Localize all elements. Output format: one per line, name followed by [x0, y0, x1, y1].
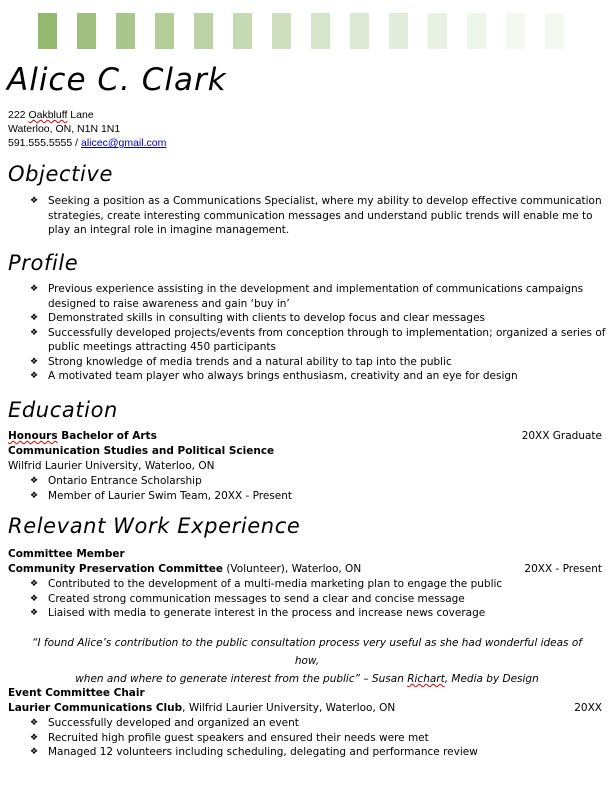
quote-line-1: “I found Alice’s contribution to the public consultation process very useful as she had wonderful ideas of how, — [32, 637, 582, 667]
bullet-icon: ❖ — [30, 732, 39, 743]
school-name: Wilfrid Laurier University, Waterloo, ON — [8, 460, 215, 472]
job-title: Event Committee Chair — [8, 687, 145, 699]
address-street: 222 Oakbluff Lane — [8, 109, 94, 121]
education-heading: Education — [8, 398, 118, 422]
degree-row — [8, 429, 602, 444]
bullet-icon: ❖ — [30, 313, 39, 323]
bullet-icon: ❖ — [30, 371, 39, 381]
list-item: ❖ Ontario Entrance Scholarship — [30, 475, 202, 487]
list-item: ❖ Demonstrated skills in consulting with clients to develop focus and clear messages — [30, 312, 486, 324]
bullet-icon: ❖ — [30, 356, 39, 367]
bullet-icon: ❖ — [30, 747, 39, 757]
gradient-square — [233, 13, 252, 49]
bullet-icon: ❖ — [30, 327, 39, 338]
objective-list — [30, 194, 606, 238]
phone-number: 591.555.5555 — [8, 137, 73, 149]
gradient-square — [38, 13, 57, 49]
job-date: 20XX — [574, 702, 602, 714]
applicant-name: Alice C. Clark — [7, 62, 227, 98]
job-org: Community Preservation Committee — [8, 563, 223, 575]
job-org-detail: (Volunteer), Waterloo, ON — [223, 563, 362, 575]
bullet-icon: ❖ — [30, 196, 39, 206]
bullet-icon: ❖ — [30, 490, 39, 501]
degree-major: Communication Studies and Political Science — [8, 445, 275, 457]
gradient-square — [467, 13, 486, 49]
gradient-square — [311, 13, 330, 49]
contact-block — [8, 108, 166, 150]
degree-name: Bachelor of Arts — [61, 430, 157, 442]
gradient-square — [428, 13, 447, 49]
list-item: ❖ Successfully developed projects/events from conception through to implementation; organized a series of public meetings attracting 450 participants — [30, 326, 606, 353]
bullet-icon: ❖ — [30, 284, 39, 294]
gradient-square — [77, 13, 96, 49]
list-item: ❖ Previous experience assisting in the development and implementation of communications campaigns designed to raise awareness and gain ‘buy in’ — [30, 283, 584, 310]
gradient-square — [506, 13, 525, 49]
job-org-row — [8, 701, 602, 716]
quote-line-2: when and where to generate interest from the public” – Susan Richart, Media by Design — [75, 673, 539, 685]
bullet-icon: ❖ — [30, 593, 39, 604]
list-item: ❖ Member of Laurier Swim Team, 20XX - Present — [30, 489, 293, 502]
list-item: ❖ A motivated team player who always brings enthusiasm, creativity and an eye for design — [30, 370, 518, 382]
street-name: Oakbluff — [28, 109, 68, 121]
degree-honours: Honours — [8, 430, 58, 442]
gradient-square — [545, 13, 564, 49]
bullet-icon: ❖ — [30, 476, 39, 486]
degree-date: 20XX Graduate — [521, 430, 602, 442]
phone-email-line — [8, 136, 166, 150]
email-link[interactable]: alicec@gmail.com — [81, 137, 167, 149]
gradient-square — [116, 13, 135, 49]
experience-heading: Relevant Work Experience — [8, 514, 301, 538]
gradient-square — [194, 13, 213, 49]
list-item: ❖ Strong knowledge of media trends and a natural ability to tap into the public — [30, 355, 452, 368]
job-duties-list — [30, 577, 606, 621]
gradient-square — [155, 13, 174, 49]
testimonial-quote — [20, 634, 594, 688]
list-item: ❖ Liaised with media to generate interest in the process and increase news coverage — [30, 607, 486, 619]
list-item: ❖ Seeking a position as a Communications Specialist, where my ability to develop effective communication strategies, create interesting communication messages and understand public trends will enable me to play an integral role in imagine management. — [30, 195, 602, 236]
gradient-square — [350, 13, 369, 49]
list-item: ❖ Created strong communication messages to send a clear and concise message — [30, 592, 465, 605]
bullet-icon: ❖ — [30, 608, 39, 618]
separator: / — [75, 137, 79, 149]
job-title: Committee Member — [8, 548, 125, 560]
job-org: Laurier Communications Club — [8, 702, 183, 714]
bullet-icon: ❖ — [30, 718, 39, 728]
objective-heading: Objective — [8, 162, 113, 186]
list-item: ❖ Managed 12 volunteers including scheduling, delegating and performance review — [30, 746, 478, 758]
list-item: ❖ Recruited high profile guest speakers and ensured their needs were met — [30, 731, 429, 744]
job-date: 20XX - Present — [524, 563, 602, 575]
list-item: ❖ Contributed to the development of a multi-media marketing plan to engage the public — [30, 578, 503, 590]
job-org-row — [8, 562, 602, 577]
education-list — [30, 474, 606, 503]
list-item: ❖ Successfully developed and organized an event — [30, 717, 299, 729]
job-org-detail: , Wilfrid Laurier University, Waterloo, ON — [182, 702, 396, 714]
address-city: Waterloo, ON, N1N 1N1 — [8, 123, 121, 135]
profile-heading: Profile — [8, 251, 79, 275]
bullet-icon: ❖ — [30, 579, 39, 589]
profile-list — [30, 282, 606, 384]
gradient-square — [389, 13, 408, 49]
gradient-square — [272, 13, 291, 49]
job-duties-list — [30, 716, 606, 760]
